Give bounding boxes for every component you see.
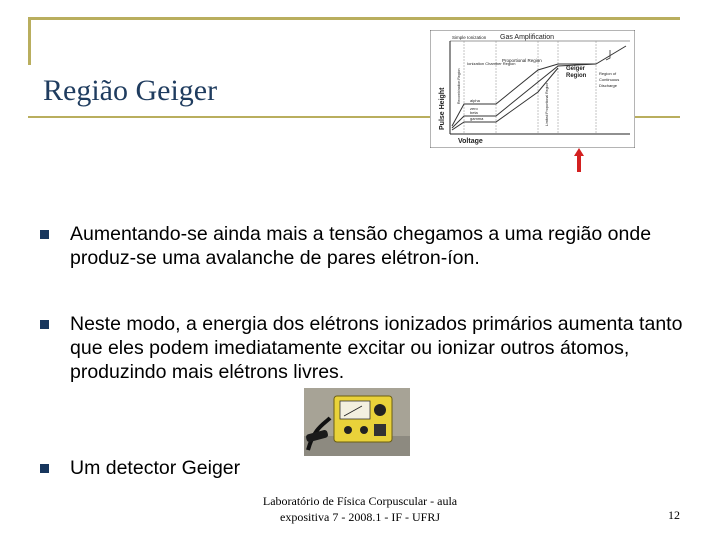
graph-region-recomb: Recombination Region bbox=[457, 68, 461, 104]
graph-region-geiger-1: Geiger bbox=[566, 66, 586, 72]
page-number: 12 bbox=[668, 508, 680, 522]
bullet-square-icon bbox=[40, 464, 49, 473]
graph-region-cont-1: Region of bbox=[599, 71, 617, 76]
graph-region-geiger-2: Region bbox=[566, 73, 587, 79]
graph-region-cont-2: Continuous bbox=[599, 77, 620, 82]
graph-region-limited: Limited Proportional Region bbox=[545, 82, 549, 126]
graph-xlabel: Voltage bbox=[458, 138, 483, 145]
footer-line-1: Laboratório de Física Corpuscular - aula bbox=[262, 494, 458, 508]
bullet-text: Um detector Geiger bbox=[70, 457, 241, 479]
graph-region-prop: Proportional Region bbox=[502, 58, 542, 63]
graph-region-cont-3: Discharge bbox=[599, 83, 618, 88]
footer-line-2: expositiva 7 - 2008.1 - IF - UFRJ bbox=[280, 510, 440, 524]
graph-curve-zero-label: zero bbox=[470, 106, 478, 111]
bullet-square-icon bbox=[40, 230, 49, 239]
graph-curve-gamma-label: gamma bbox=[470, 116, 484, 121]
bullet-text: Neste modo, a energia dos elétrons ionizados primários aumenta tanto que eles podem imediatamente excitar ou ionizar outros átomos, produzindo mais elétrons livres. bbox=[70, 313, 683, 383]
graph-curve-beta-label: beta bbox=[470, 110, 478, 115]
bullet-square-icon bbox=[40, 320, 49, 329]
geiger-detector-photo bbox=[304, 388, 410, 456]
bullet-text: Aumentando-se ainda mais a tensão chegamos a uma região onde produz-se uma avalanche de pares elétron-íon. bbox=[70, 223, 652, 269]
footer bbox=[240, 493, 480, 525]
graph-ylabel: Pulse Height bbox=[439, 87, 446, 130]
graph-region-ion: Ionization Chamber Region bbox=[467, 61, 516, 66]
graph-curve-alpha-label: alpha bbox=[470, 98, 480, 103]
graph-header-simple: Simple Ionization bbox=[452, 35, 487, 40]
slide-title: Região Geiger bbox=[43, 74, 218, 107]
frame-top-line bbox=[28, 17, 680, 20]
arrow-icon bbox=[574, 148, 584, 172]
frame-left-line bbox=[28, 17, 31, 65]
graph-header-gas: Gas Amplification bbox=[500, 34, 555, 41]
pulse-height-graph bbox=[430, 30, 635, 148]
